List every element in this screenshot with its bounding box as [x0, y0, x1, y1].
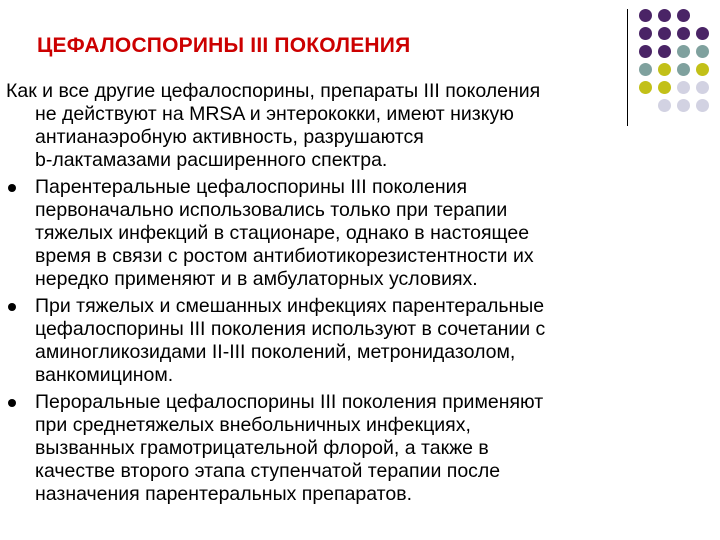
- decor-dot: [639, 45, 652, 58]
- intro-line: Как и все другие цефалоспорины, препараты III поколения: [6, 80, 541, 102]
- decor-dot: [677, 45, 690, 58]
- decor-dot: [677, 27, 690, 40]
- intro-line: антианаэробную активность, разрушаются: [35, 126, 424, 148]
- intro-line: не действуют на MRSA и энтерококки, имеют низкую: [35, 103, 514, 125]
- decor-dot: [639, 9, 652, 22]
- decor-dot: [677, 99, 690, 112]
- bullet-line: тяжелых инфекций в стационаре, однако в настоящее: [35, 222, 530, 244]
- bullet-icon: [8, 399, 16, 407]
- bullet-line: ванкомицином.: [35, 364, 174, 386]
- decor-dot: [639, 63, 652, 76]
- decor-dot: [677, 9, 690, 22]
- decor-dot: [658, 63, 671, 76]
- slide-title: ЦЕФАЛОСПОРИНЫ III ПОКОЛЕНИЯ: [37, 34, 411, 57]
- decor-dot: [696, 45, 709, 58]
- bullet-line: Парентеральные цефалоспорины III поколения: [35, 176, 468, 198]
- bullet-line: первоначально использовались только при терапии: [35, 199, 508, 221]
- decor-dot: [677, 81, 690, 94]
- bullet-line: аминогликозидами II-III поколений, метронидазолом,: [35, 341, 516, 363]
- slide-body: [6, 80, 666, 510]
- bullet-line: качестве второго этапа ступенчатой терапии после: [35, 460, 501, 482]
- bullet-item-combination: [6, 295, 666, 387]
- intro-paragraph: [6, 80, 666, 172]
- decor-dot: [696, 99, 709, 112]
- bullet-line: назначения парентеральных препаратов.: [35, 483, 413, 505]
- decor-dot: [658, 45, 671, 58]
- decor-dot: [696, 81, 709, 94]
- bullet-item-oral: [6, 391, 666, 506]
- decor-dot: [658, 9, 671, 22]
- bullet-line: при среднетяжелых внебольничных инфекциях,: [35, 414, 471, 436]
- decor-dot: [658, 27, 671, 40]
- bullet-icon: [8, 303, 16, 311]
- intro-line: b-лактамазами расширенного спектра.: [35, 149, 388, 171]
- bullet-line: При тяжелых и смешанных инфекциях парентеральные: [35, 295, 545, 317]
- bullet-line: вызванных грамотрицательной флорой, а также в: [35, 437, 489, 459]
- bullet-icon: [8, 184, 16, 192]
- decor-dot: [639, 27, 652, 40]
- bullet-line: цефалоспорины III поколения используют в сочетании с: [35, 318, 546, 340]
- decor-dot: [677, 63, 690, 76]
- bullet-item-parenteral: [6, 176, 666, 291]
- decor-dot: [696, 27, 709, 40]
- decor-dot: [696, 63, 709, 76]
- bullet-line: нередко применяют и в амбулаторных условиях.: [35, 268, 478, 290]
- bullet-line: время в связи с ростом антибиотикорезистентности их: [35, 245, 534, 267]
- bullet-line: Пероральные цефалоспорины III поколения применяют: [35, 391, 544, 413]
